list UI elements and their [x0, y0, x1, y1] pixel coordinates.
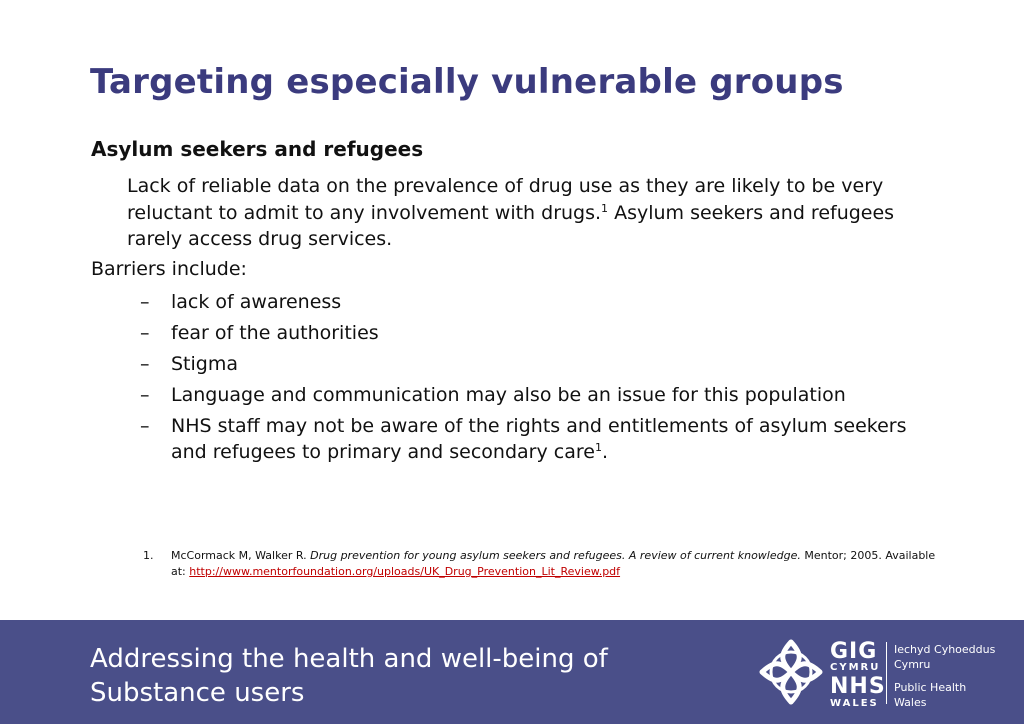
dash-bullet: –: [140, 384, 150, 406]
footer-banner: [0, 620, 1024, 724]
logo-welsh-line-2: Cymru: [894, 658, 931, 671]
logo-org-names: [894, 642, 995, 710]
logo-english-line-2: Wales: [894, 696, 927, 709]
celtic-knot-icon: [758, 636, 824, 708]
citation-superscript: 1: [601, 201, 609, 215]
logo-english-line-1: Public Health: [894, 681, 967, 694]
list-item-end: .: [601, 441, 608, 463]
logo-divider: [886, 642, 887, 704]
logo-cymru: CYMRU: [830, 662, 881, 673]
logo-welsh-line-1: Iechyd Cyhoeddus: [894, 643, 996, 656]
footer-text: [90, 642, 730, 710]
list-item: [140, 382, 940, 408]
dash-bullet: –: [140, 291, 150, 313]
footnote-publisher: Mentor; 2005. Available at:: [171, 549, 936, 578]
logo-gig: GIG: [830, 639, 878, 664]
citation-superscript: 1: [594, 441, 602, 454]
footnote: [143, 548, 943, 580]
public-health-wales-logo: [758, 636, 1008, 710]
footnote-number: 1.: [143, 549, 154, 562]
barriers-label: Barriers include:: [91, 258, 247, 280]
list-item: [140, 320, 940, 346]
logo-nhs-block: [830, 639, 886, 710]
list-item-text: Language and communication may also be an issue for this population: [171, 384, 846, 406]
list-item: [140, 413, 940, 465]
dash-bullet: –: [140, 322, 150, 344]
logo-nhs: NHS: [830, 674, 886, 699]
footnote-link[interactable]: http://www.mentorfoundation.org/uploads/UK_Drug_Prevention_Lit_Review.pdf: [189, 565, 621, 578]
footnote-authors: McCormack M, Walker R.: [171, 549, 311, 562]
dash-bullet: –: [140, 415, 150, 437]
list-item-text: NHS staff may not be aware of the rights and entitlements of asylum seekers and refugees to primary and secondary care: [171, 415, 907, 463]
footer-line-2: Substance users: [90, 678, 305, 708]
footnote-title: Drug prevention for young asylum seekers and refugees. A review of current knowledge.: [310, 549, 801, 562]
list-item: [140, 351, 940, 377]
footnote-body: [143, 548, 943, 580]
barriers-list: [140, 289, 940, 470]
intro-paragraph: [127, 173, 927, 253]
paragraph-text-1: Lack of reliable data on the prevalence of drug use as they are likely to be very reluctant to admit to any involvement with drugs.: [127, 175, 884, 224]
dash-bullet: –: [140, 353, 150, 375]
logo-wales: WALES: [830, 698, 879, 709]
list-item: [140, 289, 940, 315]
list-item-text: lack of awareness: [171, 291, 342, 313]
footer-line-1: Addressing the health and well-being of: [90, 644, 608, 674]
list-item-text: Stigma: [171, 353, 239, 375]
list-item-text: fear of the authorities: [171, 322, 379, 344]
section-heading: Asylum seekers and refugees: [91, 137, 424, 161]
paragraph-text-2: Asylum seekers and refugees rarely access drug services.: [127, 201, 895, 250]
slide-title: Targeting especially vulnerable groups: [90, 62, 844, 102]
